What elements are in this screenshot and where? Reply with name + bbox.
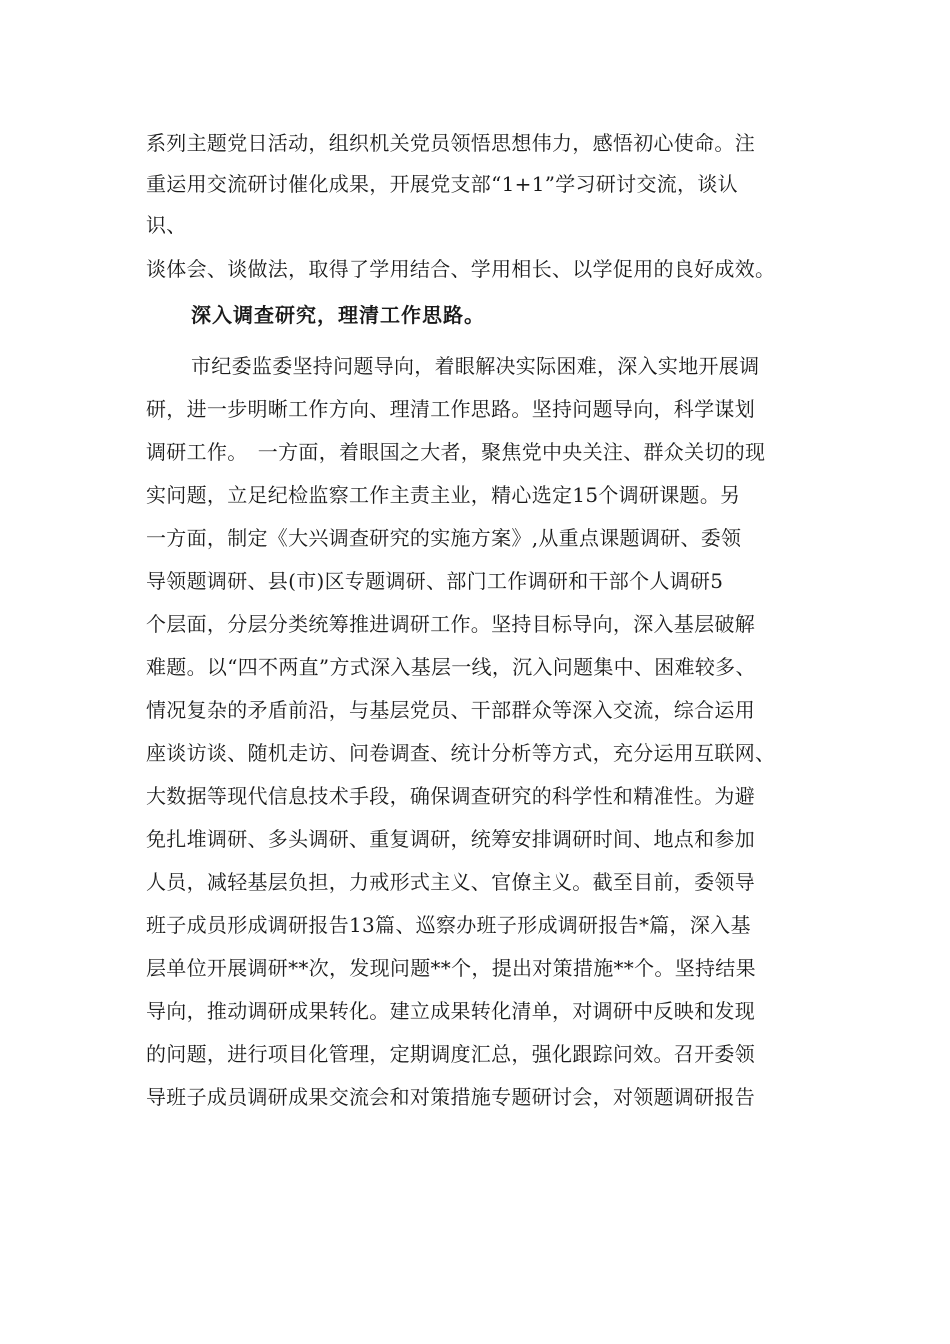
paragraph-line: 系列主题党日活动，组织机关党员领悟思想伟力，感悟初心使命。注 xyxy=(146,131,755,155)
paragraph-line: 班子成员形成调研报告13篇、巡察办班子形成调研报告*篇，深入基 xyxy=(146,913,751,937)
paragraph-line: 难题。以“四不两直”方式深入基层一线，沉入问题集中、困难较多、 xyxy=(146,655,756,679)
section-heading: 深入调查研究，理清工作思路。 xyxy=(191,303,485,327)
paragraph-line: 个层面，分层分类统筹推进调研工作。坚持目标导向，深入基层破解 xyxy=(146,612,755,636)
paragraph-line: 实问题，立足纪检监察工作主责主业，精心选定15个调研课题。另 xyxy=(146,483,741,507)
paragraph-line: 座谈访谈、随机走访、问卷调查、统计分析等方式，充分运用互联网、 xyxy=(146,741,776,765)
paragraph-line: 的问题，进行项目化管理，定期调度汇总，强化跟踪问效。召开委领 xyxy=(146,1042,755,1066)
paragraph-line: 研，进一步明晰工作方向、理清工作思路。坚持问题导向，科学谋划 xyxy=(146,397,755,421)
paragraph-line: 识、 xyxy=(146,213,187,237)
paragraph-line: 层单位开展调研**次，发现问题**个，提出对策措施**个。坚持结果 xyxy=(146,956,756,980)
paragraph-line: 人员，减轻基层负担，力戒形式主义、官僚主义。截至目前，委领导 xyxy=(146,870,755,894)
paragraph-line: 情况复杂的矛盾前沿，与基层党员、干部群众等深入交流，综合运用 xyxy=(146,698,755,722)
paragraph-line: 大数据等现代信息技术手段，确保调查研究的科学性和精准性。为避 xyxy=(146,784,755,808)
paragraph-line: 免扎堆调研、多头调研、重复调研，统筹安排调研时间、地点和参加 xyxy=(146,827,755,851)
paragraph-line: 一方面，制定《大兴调查研究的实施方案》,从重点课题调研、委领 xyxy=(146,526,742,550)
paragraph-line: 导向，推动调研成果转化。建立成果转化清单，对调研中反映和发现 xyxy=(146,999,755,1023)
paragraph-line: 重运用交流研讨催化成果，开展党支部“1+1”学习研讨交流，谈认 xyxy=(146,172,738,196)
paragraph-line: 谈体会、谈做法，取得了学用结合、学用相长、以学促用的良好成效。 xyxy=(146,257,776,281)
paragraph-line: 市纪委监委坚持问题导向，着眼解决实际困难，深入实地开展调 xyxy=(191,354,760,378)
paragraph-line: 导领题调研、县(市)区专题调研、部门工作调研和干部个人调研5 xyxy=(146,569,724,593)
paragraph-line: 调研工作。 一方面，着眼国之大者，聚焦党中央关注、群众关切的现 xyxy=(146,440,766,464)
paragraph-line: 导班子成员调研成果交流会和对策措施专题研讨会，对领题调研报告 xyxy=(146,1085,755,1109)
